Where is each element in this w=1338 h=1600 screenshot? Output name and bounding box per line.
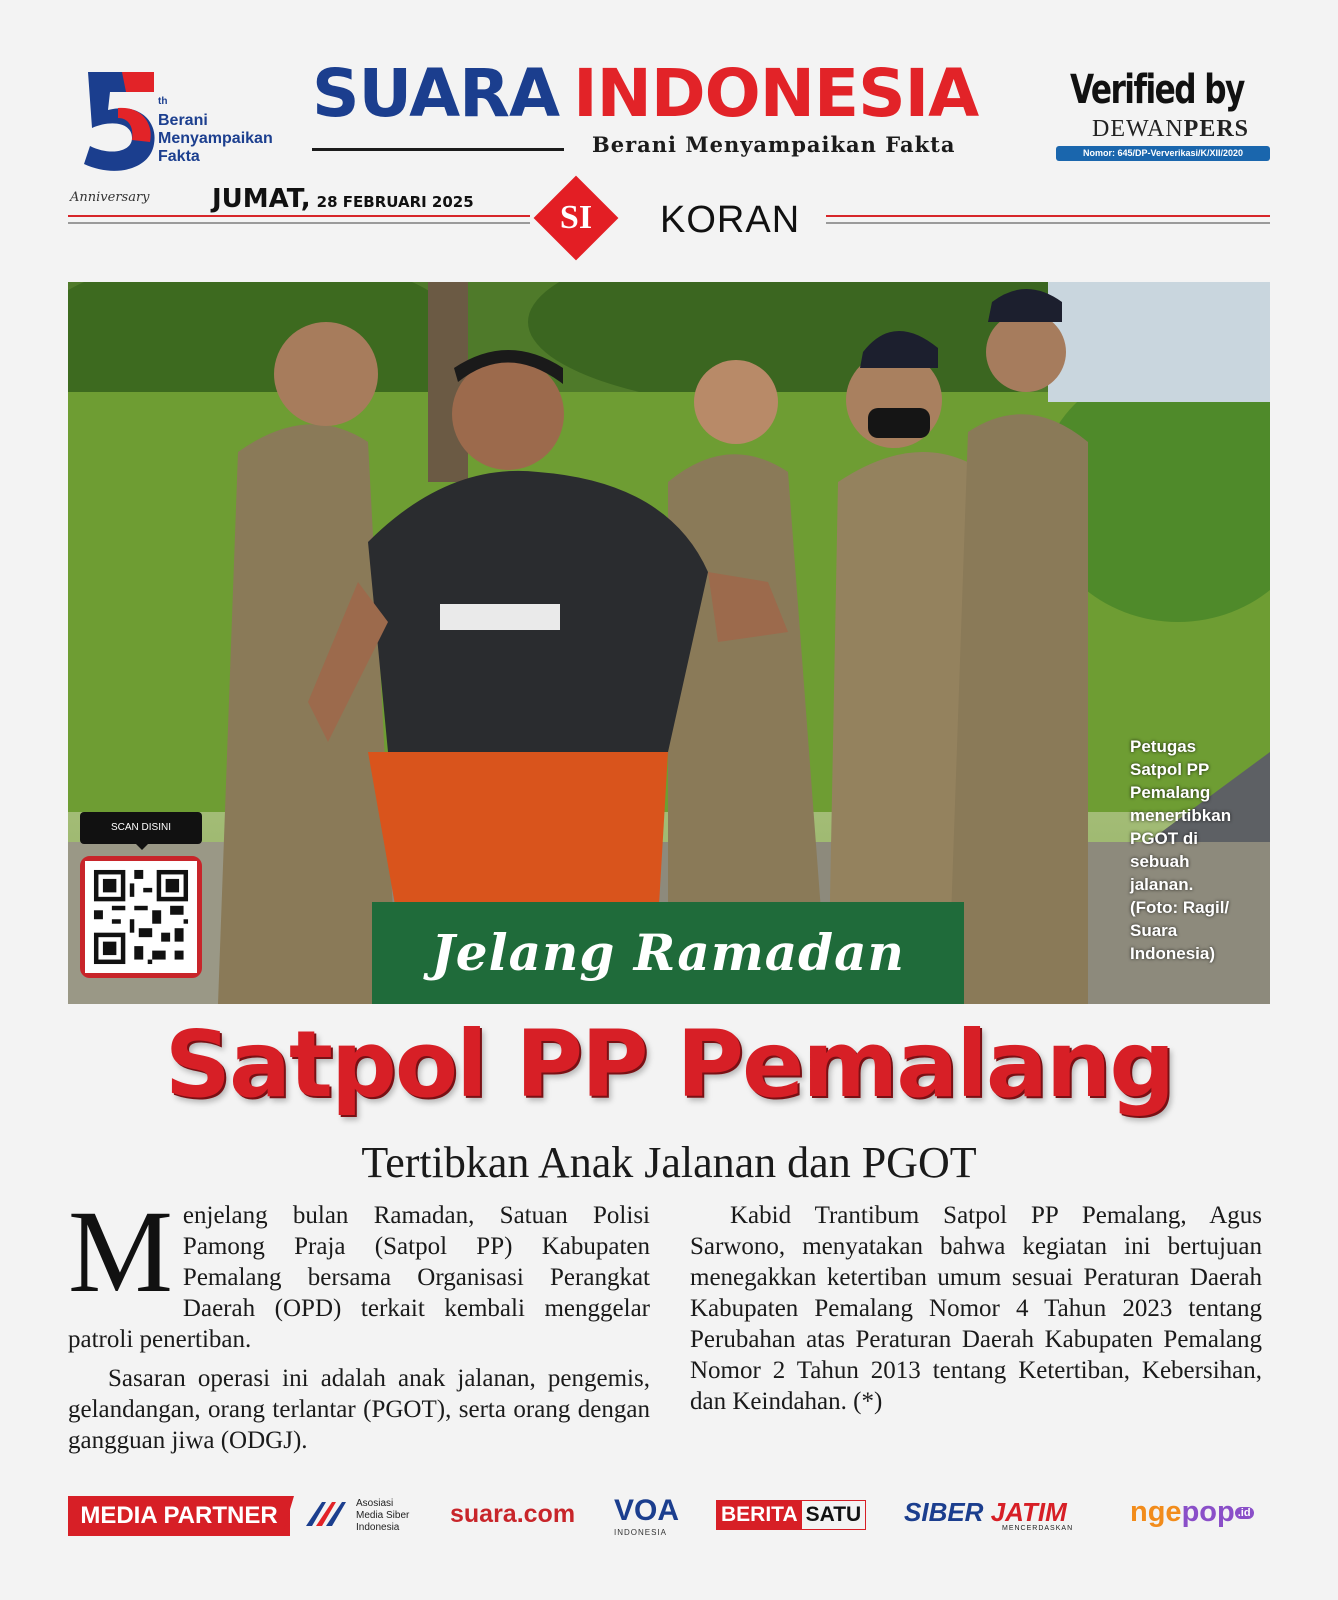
partner-siber-jatim[interactable] xyxy=(904,1498,1067,1526)
anniversary-suffix: th xyxy=(158,96,168,107)
caption-line: jalanan. xyxy=(1130,875,1194,894)
caption-line: (Foto: Ragil/ xyxy=(1130,898,1230,917)
dewan-pers-logo xyxy=(1092,116,1249,143)
amsi-logo-text xyxy=(356,1498,409,1534)
drop-cap: M xyxy=(68,1186,173,1317)
paragraph: Sasaran operasi ini adalah anak jalanan, pengemis, gelandangan, orang terlantar (PGOT), serta orang dengan gangguan jiwa (ODGJ). xyxy=(68,1365,650,1454)
anniversary-line: Berani xyxy=(158,112,208,129)
partner-suara-com[interactable]: suara.com xyxy=(450,1500,576,1528)
amsi-line: Indonesia xyxy=(356,1522,400,1533)
paragraph xyxy=(68,1186,650,1355)
caption-line: Pemalang xyxy=(1130,783,1211,802)
amsi-line: Media Siber xyxy=(356,1510,410,1521)
qr-code-icon xyxy=(85,861,197,973)
caption-line: Suara xyxy=(1130,921,1178,940)
caption-line: sebuah xyxy=(1130,852,1190,871)
si-logo: SI xyxy=(559,199,593,236)
issue-day: JUMAT, xyxy=(212,184,311,214)
qr-scan-label: SCAN DISINI xyxy=(80,812,202,844)
partner-beritasatu[interactable] xyxy=(716,1500,866,1530)
caption-line: Satpol PP xyxy=(1130,760,1210,779)
qr-code[interactable] xyxy=(80,856,202,978)
headline: Satpol PP Pemalang xyxy=(164,1011,1174,1118)
lead-photo xyxy=(68,282,1270,1004)
amsi-logo-icon[interactable] xyxy=(304,1498,352,1528)
article-column-left xyxy=(68,1186,650,1456)
anniversary-line: Fakta xyxy=(158,148,200,165)
subheadline: Tertibkan Anak Jalanan dan PGOT xyxy=(361,1138,977,1187)
siber-jatim-sub: MENCERDASKAN xyxy=(1002,1525,1074,1532)
caption-line: Petugas xyxy=(1130,737,1197,756)
media-partner-label: MEDIA PARTNER xyxy=(68,1496,290,1536)
anniversary-line: Menyampaikan xyxy=(158,130,273,147)
brand-logo[interactable] xyxy=(312,54,978,134)
dewan-word: DEWAN xyxy=(1092,116,1184,142)
issue-date xyxy=(212,184,474,214)
partner-ngepop[interactable] xyxy=(1130,1496,1254,1529)
caption-line: menertibkan xyxy=(1130,806,1232,825)
edition-label: KORAN xyxy=(660,199,801,241)
brand-suara: SUARA xyxy=(312,55,560,132)
beritasatu-satu: SATU xyxy=(805,1503,862,1526)
paragraph: Kabid Trantibum Satpol PP Pemalang, Agus Sarwono, menyatakan bahwa kegiatan ini bertujuan menegakkan ketertiban umum sesuai Peraturan Daerah Kabupaten Pemalang Nomor 4 Tahun 2023 tentang Perubahan atas Peraturan Daerah Kabupaten Pemalang Nomor 2 Tahun 2013 tentang Ketertiban, Kebersihan, dan Keindahan. (*) xyxy=(690,1202,1262,1415)
rubric-banner: Jelang Ramadan xyxy=(372,902,964,1004)
brand-indonesia: INDONESIA xyxy=(573,55,979,132)
issue-full-date: 28 FEBRUARI 2025 xyxy=(316,193,474,211)
divider-red xyxy=(826,215,1270,217)
ngepop-nge: nge xyxy=(1130,1496,1182,1528)
amsi-line: Asosiasi xyxy=(356,1498,394,1509)
brand-tagline: Berani Menyampaikan Fakta xyxy=(592,132,956,157)
jatim-word: JATIM xyxy=(990,1497,1067,1527)
tagline-rule xyxy=(312,148,564,151)
qr-label-pointer xyxy=(134,842,150,850)
five-anniversary-icon xyxy=(70,66,160,176)
ngepop-id: .id xyxy=(1235,1507,1254,1519)
article-column-right xyxy=(690,1200,1262,1417)
divider-red xyxy=(68,215,530,217)
caption-line: Indonesia) xyxy=(1130,944,1216,963)
verification-number-badge: Nomor: 645/DP-Ververikasi/K/XII/2020 xyxy=(1056,146,1270,161)
caption-line: PGOT di xyxy=(1130,829,1198,848)
media-partner-tail xyxy=(282,1496,294,1536)
pers-word: PERS xyxy=(1183,116,1250,142)
anniversary-script: Anniversary xyxy=(70,190,150,205)
paragraph-text: enjelang bulan Ramadan, Satuan Polisi Pamong Praja (Satpol PP) Kabupaten Pemalang bersama Organisasi Perangkat Daerah (OPD) terkait kembali menggelar patroli penertiban. xyxy=(68,1202,650,1353)
partner-voa-sub: INDONESIA xyxy=(614,1528,668,1537)
photo-illustration xyxy=(68,282,1270,1004)
divider-gray xyxy=(68,222,530,224)
divider-gray xyxy=(826,222,1270,224)
verified-by: Verified by xyxy=(1070,67,1244,113)
photo-caption xyxy=(1130,735,1262,965)
siber-word: SIBER xyxy=(904,1497,984,1527)
beritasatu-berita: BERITA xyxy=(717,1501,802,1529)
partner-voa[interactable]: VOA xyxy=(614,1494,680,1527)
ngepop-pop: pop xyxy=(1181,1496,1235,1528)
